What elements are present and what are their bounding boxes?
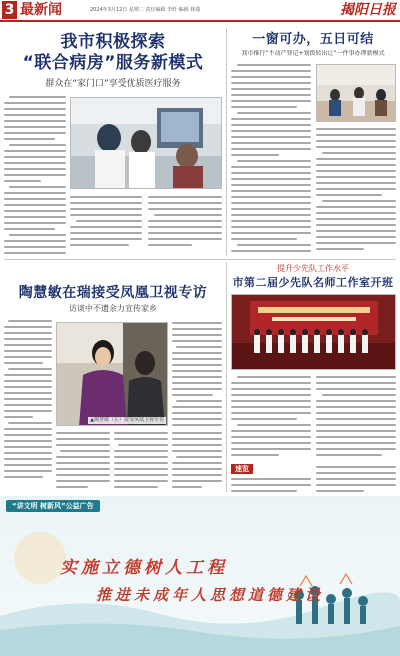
story-body [148, 196, 222, 250]
column-divider [226, 28, 227, 256]
interview-photo [56, 322, 168, 426]
brief-body [316, 466, 396, 496]
story-body [4, 320, 52, 482]
story-body [316, 376, 396, 460]
story-body [316, 128, 396, 254]
story-title-line2: “联合病房”服务新模式 [22, 53, 204, 73]
joint-ward-photo [70, 97, 222, 189]
story-body [231, 376, 311, 460]
story-body [4, 96, 66, 258]
interview-image [57, 323, 168, 426]
newspaper-logo: 揭阳日报 [340, 2, 396, 18]
column-divider [226, 262, 227, 492]
brief-body [231, 478, 311, 496]
story-title-line1: 我市积极探索 [60, 32, 166, 52]
ceremony-photo [231, 294, 396, 370]
section-title: 最新闻 [20, 2, 62, 18]
ad-tag: “讲文明 树新风”公益广告 [6, 500, 100, 512]
story-body [172, 432, 222, 492]
page-header [0, 0, 400, 22]
story-body [172, 322, 222, 430]
story-kicker: 提升少先队工作水平 [277, 264, 349, 273]
story-title: 一窗可办，五日可结 [252, 32, 374, 47]
service-hall-photo [316, 64, 396, 122]
page-number: 3 [2, 1, 17, 19]
slogan-line-1: 实施立德树人工程 [60, 558, 228, 578]
ceremony-image [232, 295, 396, 370]
story-subtitle: 访谈中不遗余力宣传家乡 [69, 304, 157, 313]
story-body [231, 64, 311, 256]
story-title: 陶慧敏在瑞接受凤凰卫视专访 [18, 285, 208, 301]
story-body [56, 432, 110, 492]
briefs-label: 速览 [231, 464, 253, 474]
hospital-photo-image [71, 98, 222, 189]
story-body [114, 432, 168, 492]
issue-meta: 2024年3月12日 星期二 责任编辑 李轩 编辑 林瑞 [90, 7, 201, 13]
section-divider [4, 259, 396, 260]
story-subtitle: 我市推行“不动产登记+划拨转出让”一件事办理新模式 [241, 50, 385, 57]
story-title: 市第二届少先队名师工作室开班 [232, 276, 394, 289]
photo-caption: ▲陶慧敏（左）接受凤凰卫视专访 [90, 417, 164, 423]
story-subtitle: 群众在“家门口”享受优质医疗服务 [45, 79, 181, 89]
public-service-ad [0, 496, 400, 656]
service-hall-image [317, 65, 396, 122]
slogan-line-2: 推进未成年人思想道德建设 [96, 586, 325, 604]
story-body [70, 196, 142, 250]
